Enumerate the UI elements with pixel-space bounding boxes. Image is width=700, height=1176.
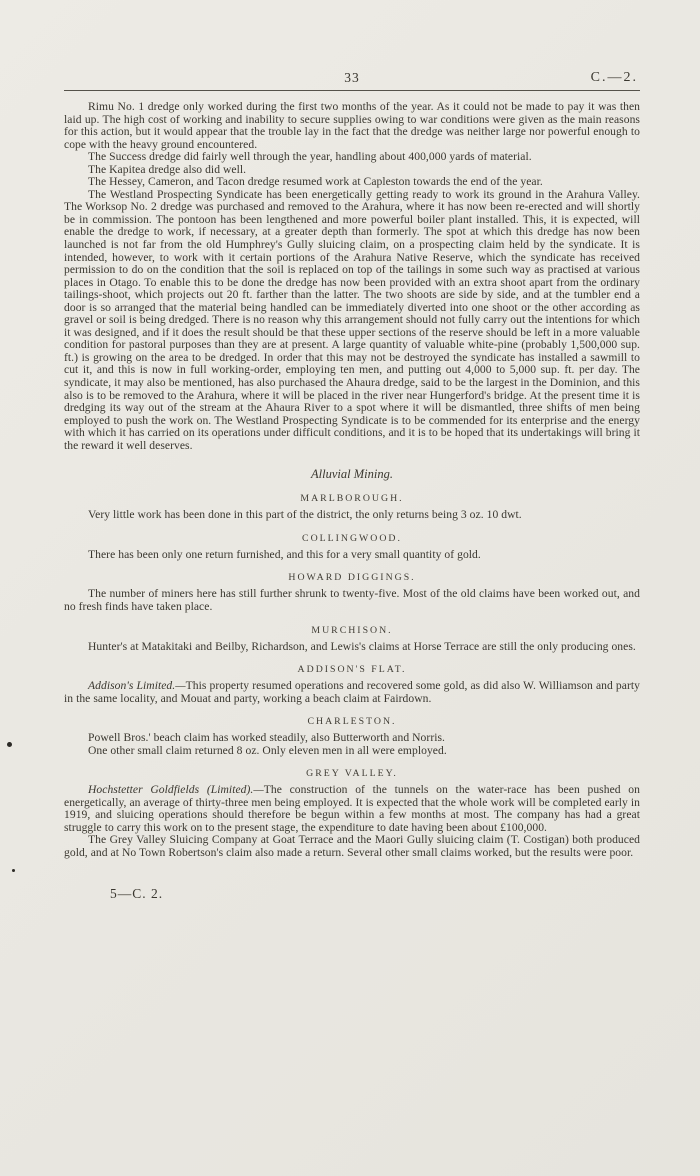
paragraph-kapitea-dredge: The Kapitea dredge also did well.	[88, 162, 247, 176]
paragraph: One other small claim returned 8 oz. Only eleven men in all were employed.	[88, 743, 447, 757]
ink-speck	[7, 742, 12, 747]
section-title-alluvial-mining: Alluvial Mining.	[311, 467, 393, 482]
paragraph-lead-italic: Addison's Limited.—	[88, 679, 186, 693]
paragraph-text: This property resumed operations and recovered some gold, as did also W. Williamson and party in the same locality, and Mouat and party, working a beach claim at Fairdown.	[64, 679, 640, 705]
section-murchison	[64, 625, 640, 654]
printer-signature-mark: 5—C. 2.	[110, 885, 164, 901]
paragraph: Very little work has been done in this part of the district, the only returns being 3 oz. 10 dwt.	[88, 508, 522, 522]
paragraph: There has been only one return furnished, and this for a very small quantity of gold.	[88, 547, 481, 561]
paragraph	[64, 680, 640, 705]
paragraph: Hunter's at Matakitaki and Beilby, Richardson, and Lewis's claims at Horse Terrace are still the only producing ones.	[88, 639, 636, 653]
page-header	[64, 70, 640, 88]
subheading-collingwood: COLLINGWOOD.	[302, 532, 402, 544]
subheading-grey-valley: GREY VALLEY.	[306, 768, 398, 780]
paragraph-text: The construction of the tunnels on the water-race has been pushed on energetically, an average of thirty-three men being employed. It is expected that the whole work will be completed early in 1919, and sluicing operations should therefore be begun within a few months at most. The company has had a great struggle to carry this work on to the present stage, the expenditure to date having been about £100,000.	[64, 783, 641, 834]
ink-speck	[12, 869, 15, 872]
paragraph-lead-italic: Hochstetter Goldfields (Limited).—	[88, 783, 264, 797]
paragraph-rimu-dredge: Rimu No. 1 dredge only worked during the first two months of the year. As it could not be made to pay it was then laid up. The high cost of working and inability to secure supplies owing to war conditions were given as the main reasons for this action, but it would appear that the trouble lay in the fact that the dredge was neither large nor powerful enough to cope with the heavy ground encountered.	[64, 100, 640, 151]
subheading-addisons-flat: ADDISON'S FLAT.	[297, 664, 407, 676]
paragraph-hessey-dredge: The Hessey, Cameron, and Tacon dredge resumed work at Capleston towards the end of the year.	[88, 175, 543, 189]
section-charleston	[64, 716, 640, 757]
paragraph-westland-syndicate: The Westland Prospecting Syndicate has been energetically getting ready to work its ground in the Arahura Valley. The Worksop No. 2 dredge was purchased and removed to the Arahura, where it has now been re-erected and will shortly be in commission. The pontoon has been lengthened and more powerful boiler plant installed. This, it is expected, will enable the dredge to work, if necessary, at a greater depth than formerly. The spot at which this dredge has now been launched is not far from the old Humphrey's Gully sluicing claim, on a prospecting claim held by the syndicate. It is intended, however, to work with it certain portions of the Arahura Native Reserve, which the syndicate has received permission to do on the condition that the soil is replaced on top of the tailings in some such way as practised at various places in Otago. To enable this to be done the dredge has now been provided with an extra shoot apart from the ordinary tailings-shoot, which projects out 20 ft. farther than the latter. The two shoots are side by side, and at the tumbler end a door is so arranged that the material being handled can be immediately diverted into one shoot or the other according as gravel or soil is being dredged. There is no reason why this arrangement should not fully carry out the intentions for which it was designed, and if it does the result should be that these upper sections of the reserve should be left in a more valuable condition for pastoral purposes than they are at present. A large quantity of valuable white-pine (probably 1,500,000 sup. ft.) is growing on the area to be dredged. In order that this may not be destroyed the syndicate has installed a sawmill to cut it, and this is now in full working-order, employing ten men, and putting out 4,000 to 5,000 sup. ft. per day. The syndicate, it may also be mentioned, has also purchased the Ahaura dredge, said to be the largest in the Dominion, and this also is to be removed to the Arahura, where it will be placed in the river near Hungerford's bridge. At the present time it is dredging its way out of the stream at the Ahaura River to a spot where it will be dismantled, three shifts of men being employed to push the work on. The Westland Prospecting Syndicate is to be commended for its enterprise and the energy with which it has carried on its operations under difficult conditions, and it is to be hoped that its undertakings will bring it the reward it well deserves.	[64, 187, 640, 452]
section-collingwood	[64, 533, 640, 562]
subheading-howard-diggings: HOWARD DIGGINGS.	[288, 572, 416, 584]
section-marlborough	[64, 493, 640, 522]
section-addisons-flat	[64, 664, 640, 705]
paragraph-success-dredge: The Success dredge did fairly well through the year, handling about 400,000 yards of material.	[88, 150, 532, 164]
subheading-charleston: CHARLESTON.	[307, 716, 397, 728]
paragraph: The number of miners here has still further shrunk to twenty-five. Most of the old claims have been worked out, and no fresh finds have taken place.	[64, 587, 640, 613]
paragraph: Powell Bros.' beach claim has worked steadily, also Butterworth and Norris.	[88, 731, 446, 745]
document-reference: C.—2.	[590, 70, 638, 85]
section-howard-diggings	[64, 572, 640, 613]
paragraph	[64, 784, 640, 834]
subheading-marlborough: MARLBOROUGH.	[300, 493, 404, 505]
page-number: 33	[344, 70, 360, 85]
subheading-murchison: MURCHISON.	[311, 624, 393, 636]
header-rule	[64, 90, 640, 91]
section-grey-valley	[64, 768, 640, 859]
paragraph: The Grey Valley Sluicing Company at Goat Terrace and the Maori Gully sluicing claim (T. Costigan) both produced gold, and at No Town Robertson's claim also made a return. Several other small claims worked, but the results were poor.	[64, 833, 640, 859]
